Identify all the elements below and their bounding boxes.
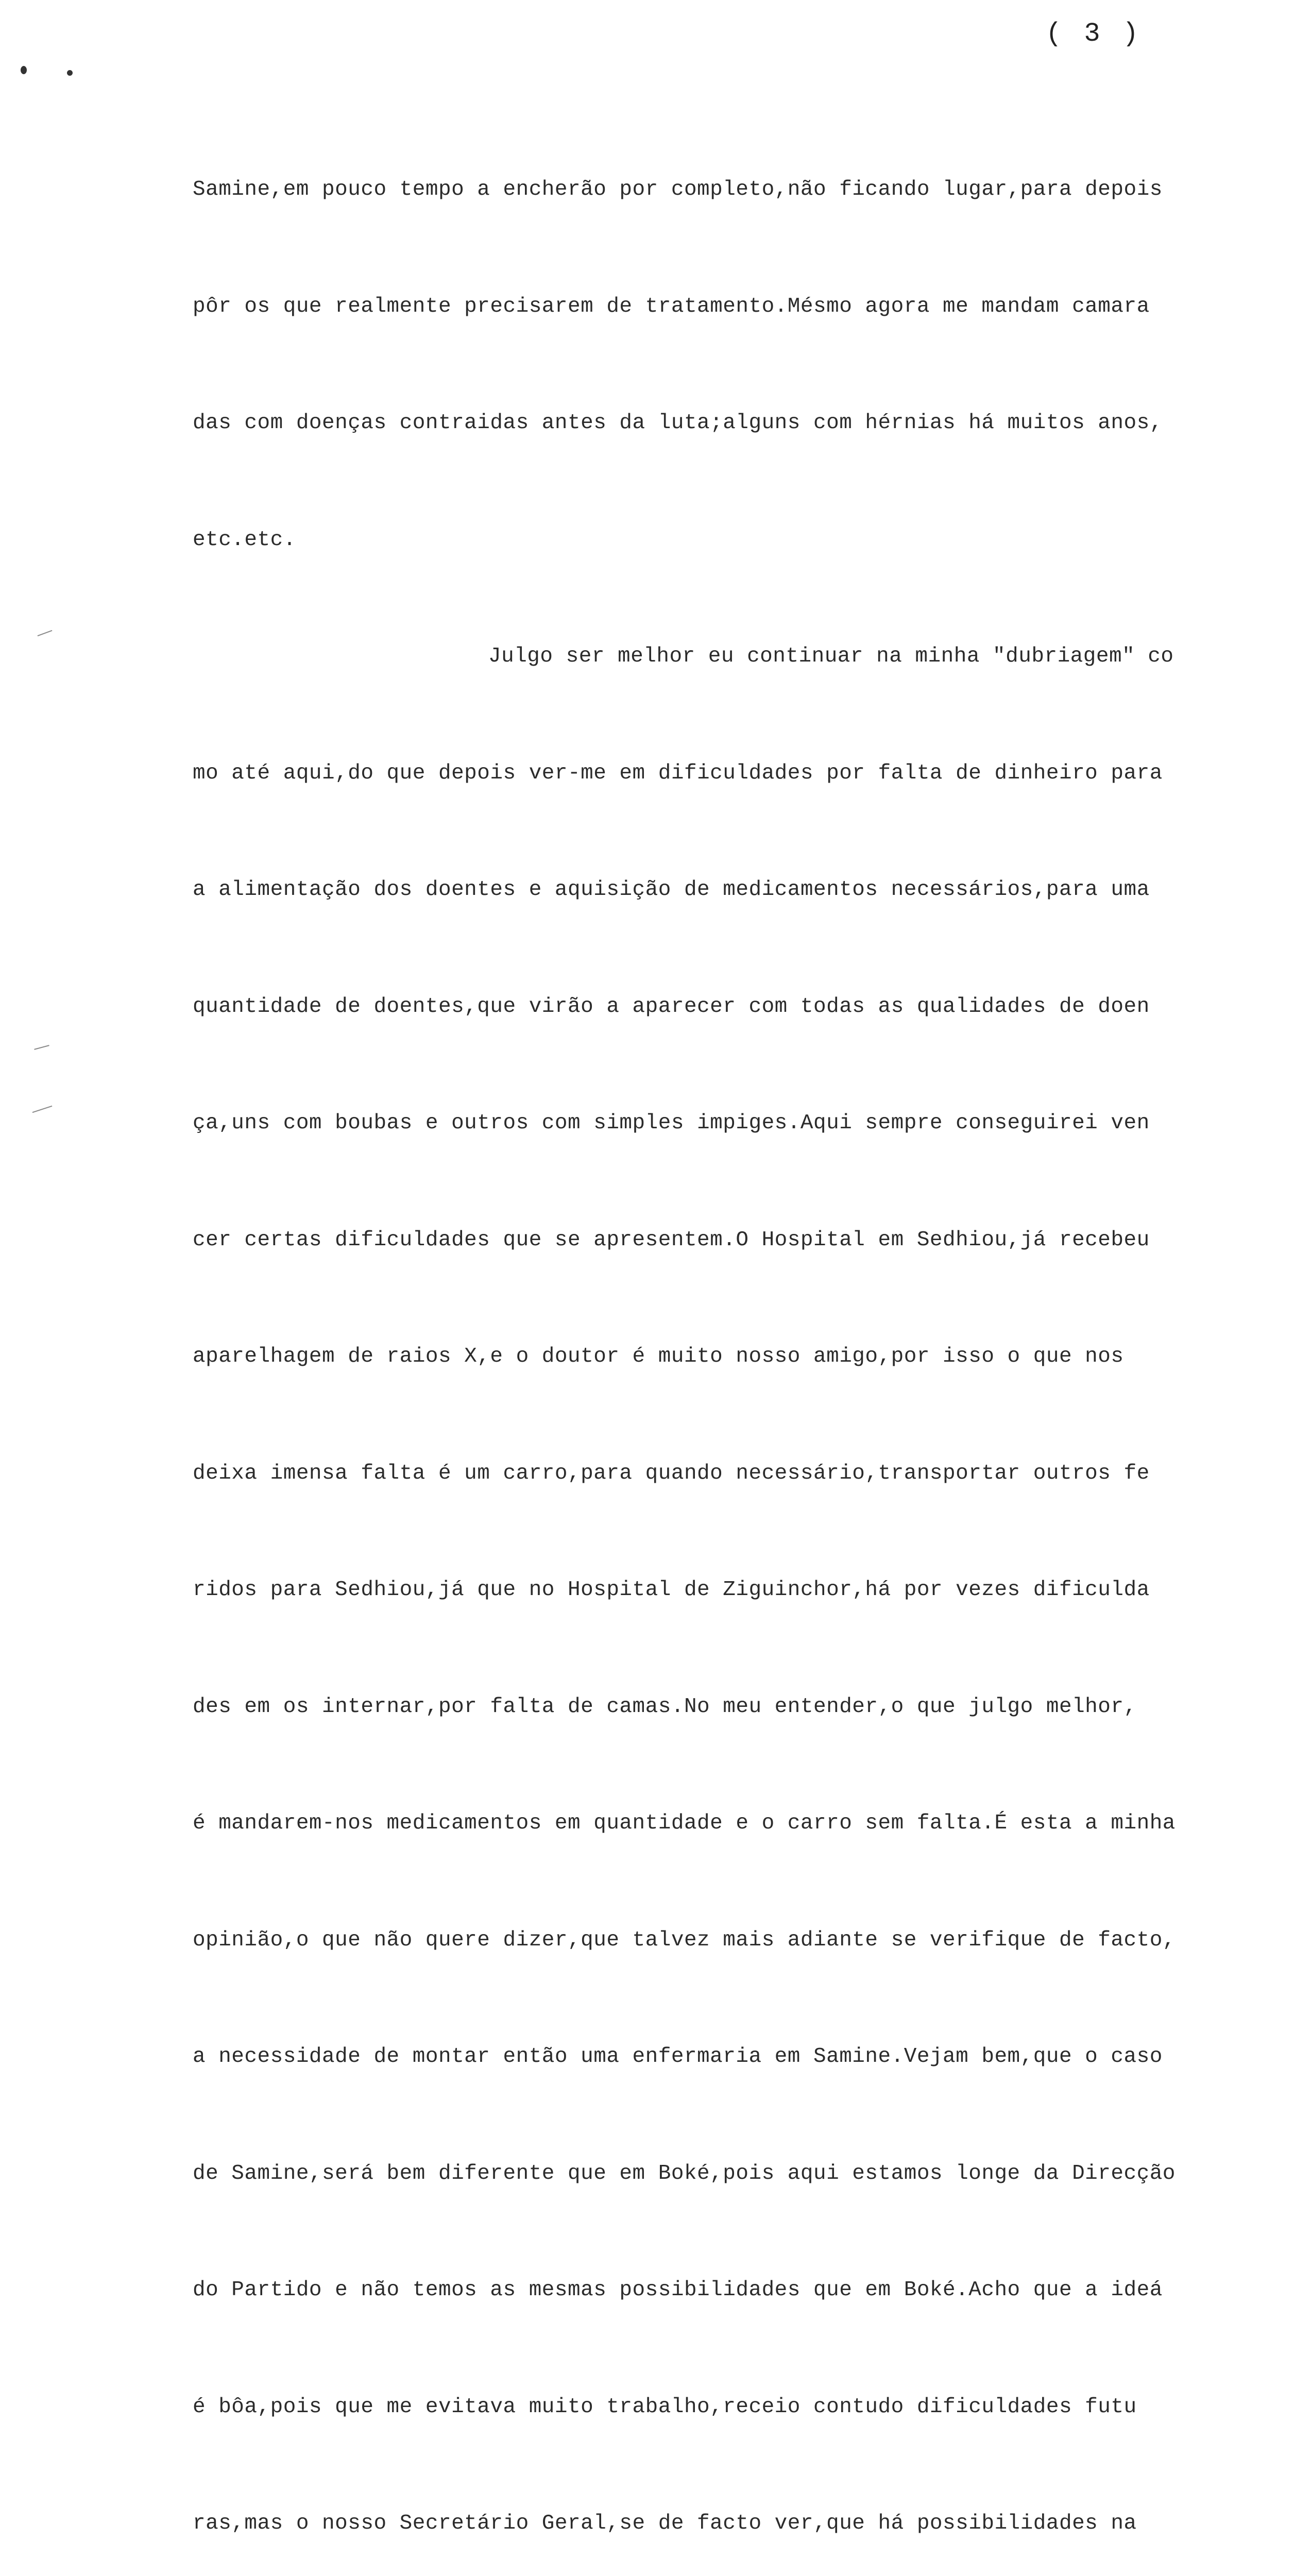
page-number: ( 3 ) — [1046, 19, 1142, 49]
text-line: cer certas dificuldades que se apresentem.O Hospital em Sedhiou,já recebeu — [193, 1228, 1150, 1252]
text-line: a alimentação dos doentes e aquisição de medicamentos necessários,para uma — [193, 878, 1150, 902]
body-text — [193, 93, 1244, 2576]
text-line: das com doenças contraidas antes da luta;alguns com hérnias há muitos anos, — [193, 411, 1163, 435]
margin-mark — [34, 1045, 49, 1050]
text-line: é bôa,pois que me evitava muito trabalho,receio contudo dificuldades futu — [193, 2395, 1137, 2419]
text-line: etc.etc. — [193, 528, 296, 552]
text-line: mo até aqui,do que depois ver-me em dificuldades por falta de dinheiro para — [193, 761, 1163, 785]
text-line: pôr os que realmente precisarem de tratamento.Mésmo agora me mandam camara — [193, 294, 1150, 318]
text-line: do Partido e não temos as mesmas possibilidades que em Boké.Acho que a ideá — [193, 2278, 1163, 2302]
text-line: Samine,em pouco tempo a encherão por completo,não ficando lugar,para depois — [193, 178, 1163, 201]
text-line: de Samine,será bem diferente que em Boké,pois aqui estamos longe da Direcção — [193, 2161, 1176, 2185]
text-line: ras,mas o nosso Secretário Geral,se de facto ver,que há possibilidades na — [193, 2512, 1137, 2535]
margin-mark — [32, 1106, 53, 1113]
text-line: aparelhagem de raios X,e o doutor é muito nosso amigo,por isso o que nos — [193, 1345, 1124, 1368]
margin-mark — [38, 630, 53, 636]
text-line: opinião,o que não quere dizer,que talvez mais adiante se verifique de facto, — [193, 1928, 1176, 1952]
text-line: quantidade de doentes,que virão a aparecer com todas as qualidades de doen — [193, 994, 1150, 1019]
text-line: ça,uns com boubas e outros com simples impiges.Aqui sempre conseguirei ven — [193, 1111, 1150, 1135]
ink-mark — [67, 70, 73, 76]
text-line: des em os internar,por falta de camas.No meu entender,o que julgo melhor, — [193, 1694, 1137, 1719]
text-line: deixa imensa falta é um carro,para quando necessário,transportar outros fe — [193, 1461, 1150, 1485]
text-line: Julgo ser melhor eu continuar na minha "dubriagem" co — [488, 645, 1174, 668]
ink-mark — [21, 66, 27, 74]
text-line: ridos para Sedhiou,já que no Hospital de Ziguinchor,há por vezes dificulda — [193, 1578, 1150, 1602]
text-line: a necessidade de montar então uma enfermaria em Samine.Vejam bem,que o caso — [193, 2045, 1163, 2069]
text-line: é mandarem-nos medicamentos em quantidade e o carro sem falta.É esta a minha — [193, 1811, 1176, 1835]
